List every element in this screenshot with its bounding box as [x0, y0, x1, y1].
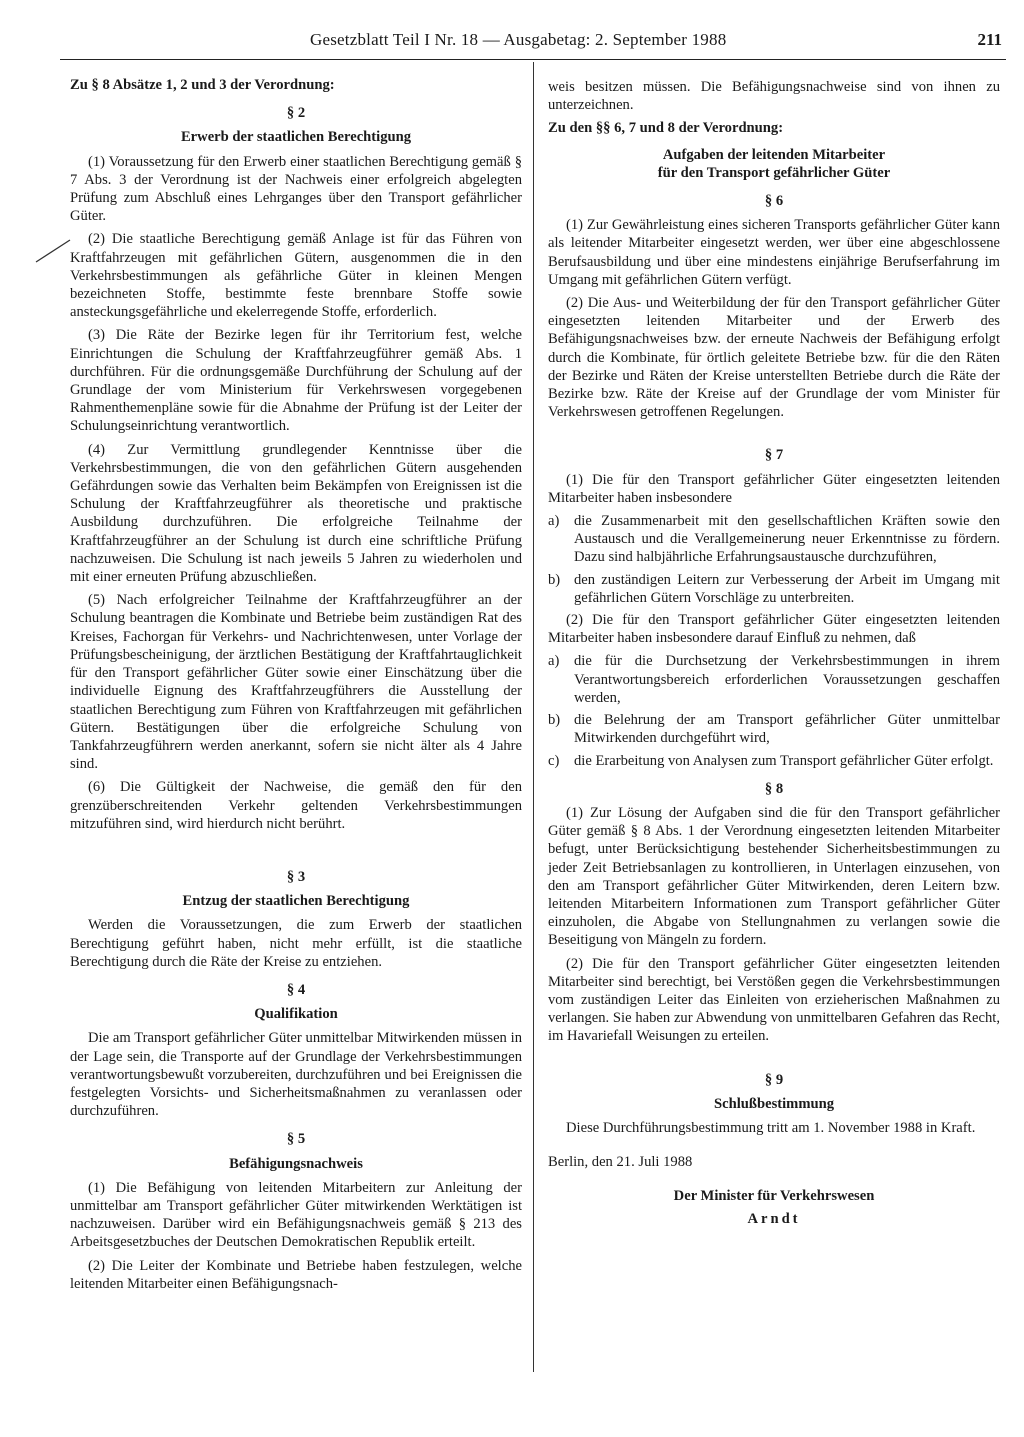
- section-7-number: § 7: [764, 447, 784, 464]
- list-text: den zuständigen Leitern zur Verbesserung der Arbeit im Umgang mit gefährlichen Gütern Vorschläge zu unterbreiten.: [574, 571, 1000, 606]
- section-4-number: § 4: [286, 981, 306, 998]
- list-marker: a): [548, 513, 560, 530]
- signer-title: Der Minister für Verkehrswesen: [673, 1188, 875, 1205]
- section-9-title: Schlußbestimmung: [713, 1095, 835, 1112]
- list-item: [548, 752, 1000, 770]
- list-text: die Belehrung der am Transport gefährlicher Güter unmittelbar Mitwirkenden durchgeführt wird,: [574, 712, 1000, 747]
- section-2-paragraph-2: (2) Die staatliche Berechtigung gemäß Anlage ist für das Führen von Kraftfahrzeugen mit gefährlichen Gütern, ausgenommen die in den Verkehrsbestimmungen als gefährliche Güter in kleinen Mengen bezeichneten Stoffe, bestimmte feste brennbare Stoffe sowie ansteckungsgefährliche und ekelerregende Stoffe, erforderlich.: [70, 231, 522, 321]
- section-9-number: § 9: [764, 1071, 784, 1088]
- block-title-line-1: Aufgaben der leitenden Mitarbeiter: [662, 146, 886, 163]
- section-5-paragraph-1: (1) Die Befähigung von leitenden Mitarbeitern zur Anleitung der unmittelbar am Transport gefährlicher Güter mitwirkenden Werktätigen ist nachzuweisen. Darüber wird ein Befähigungsnachweis gemäß § 213 des Arbeitsgesetzbuches der Deutschen Demokratischen Republik erteilt.: [70, 1179, 522, 1251]
- section-2-paragraph-6: (6) Die Gültigkeit der Nachweise, die gemäß den für den grenzüberschreitenden Verkehr geltenden Verkehrsbestimmungen mitzuführen sind, wird hierdurch nicht berührt.: [70, 779, 522, 832]
- section-2-paragraph-4: (4) Zur Vermittlung grundlegender Kenntnisse über die Verkehrsbestimmungen, die von den gefährlichen Gütern ausgehenden Gefährdungen sowie das Verhalten beim Bekämpfen von Ereignissen ist die Schulung der Kraftfahrzeugführer als theoretische und praktische Ausbildung durchzuführen. Die erfolgreiche Teilnahme der Kraftfahrzeugführer an der Schulung ist durch eine schriftliche Prüfung nachzuweisen. Die Schulung ist nach jeweils 5 Jahren zu wiederholen und mit einer erneuten Prüfung abzuschließen.: [70, 441, 522, 586]
- section-5-number: § 5: [286, 1131, 306, 1148]
- section-8-paragraph-2: (2) Die für den Transport gefährlicher Güter eingesetzten leitenden Mitarbeiter sind berechtigt, bei Verstößen gegen die Verkehrsbestimmungen vom zuständigen Leiter das Einleiten von erzieherischen Maßnahmen zu verlangen. Sie haben zur Abwendung von unmittelbaren Gefahren das Recht, im Havariefall Weisungen zu erteilen.: [548, 955, 1000, 1045]
- section-6-number: § 6: [764, 193, 784, 210]
- list-text: die für die Durchsetzung der Verkehrsbestimmungen in ihrem Verantwortungsbereich erforderlichen Voraussetzungen geschaffen werden,: [574, 653, 1000, 706]
- section-8-number: § 8: [764, 780, 784, 797]
- page-header: [60, 30, 1004, 56]
- list-item: [548, 571, 1000, 607]
- section-6-paragraph-1: (1) Zur Gewährleistung eines sicheren Transports gefährlicher Güter kann als leitender Mitarbeiter eingesetzt werden, wer über eine abgeschlossene Berufsausbildung und über eine mindestens einjährige Berufserfahrung im Umgang mit gefährlichen Gütern verfügt.: [548, 217, 1000, 288]
- section-5-title: Befähigungsnachweis: [229, 1155, 363, 1172]
- section-2-paragraph-3: (3) Die Räte der Bezirke legen für ihr Territorium fest, welche Einrichtungen die Schulung der Kraftfahrzeugführer gemäß Abs. 1 durchführen. Für die ordnungsgemäße Durchführung der Schulung auf der Grundlage der vom Ministerium für Verkehrswesen vorgegebenen Rahmenthemenpläne sowie für die Abnahme der Prüfung ist der Leiter der Schulungseinrichtung verantwortlich.: [70, 327, 522, 435]
- left-column: [70, 72, 522, 1298]
- section-2-number: § 2: [286, 105, 306, 122]
- margin-pen-mark: [34, 236, 74, 264]
- header-rule: [60, 59, 1006, 60]
- section-7-paragraph-1: (1) Die für den Transport gefährlicher Güter eingesetzten leitenden Mitarbeiter haben insbesondere: [548, 471, 1000, 506]
- section-6-paragraph-2: (2) Die Aus- und Weiterbildung der für den Transport gefährlicher Güter eingesetzten leitenden Mitarbeiter und der Erwerb des Befähigungsnachweises bzw. der erneute Nachweis der Befähigung erfolgt durch die Kombinate, für örtlich geleitete Betriebe bzw. für die den Räten der Bezirke und Räten der Kreise unterstellten Betriebe durch die Räte der Bezirke bzw. Räte der Kreise auf der Grundlage der vom Minister für Verkehrswesen getroffenen Regelungen.: [548, 295, 1000, 421]
- section-3-number: § 3: [286, 868, 306, 885]
- section-8-paragraph-1: (1) Zur Lösung der Aufgaben sind die für den Transport gefährlicher Güter gemäß § 8 Abs. 1 der Verordnung eingesetzten leitenden Mitarbeiter befugt, unter Berücksichtigung bestehender Sicherheitsbestimmungen zu jeder Zeit Betriebsanlagen zu kontrollieren, in Unterlagen einzusehen, von den am Transport gefährlicher Güter Mitwirkenden, deren Leitern bzw. leitenden Mitarbeitern Informationen zum Transport gefährlicher Güter einzuholen, die Abgabe von Stellungnahmen zu verlangen sowie die Beseitigung von Mängeln zu fordern.: [548, 804, 1000, 949]
- ref-heading-left: Zu § 8 Absätze 1, 2 und 3 der Verordnung:: [70, 77, 335, 93]
- section-5-paragraph-2: (2) Die Leiter der Kombinate und Betriebe haben festzulegen, welche leitenden Mitarbeiter einen Befähigungsnach-: [70, 1257, 522, 1292]
- section-4-paragraph-1: Die am Transport gefährlicher Güter unmittelbar Mitwirkenden müssen in der Lage sein, die Transporte auf der Grundlage der Verkehrsbestimmungen verantwortungsbewußt vorzubereiten, durchzuführen und bei Ereignissen die festgelegten Vorsichts- und Sicherheitsmaßnahmen zu veranlassen oder durchzuführen.: [70, 1030, 522, 1120]
- signer-name: Arndt: [747, 1210, 801, 1227]
- right-column: [548, 78, 1000, 1228]
- column-divider: [533, 62, 534, 1372]
- list-item: [548, 711, 1000, 747]
- list-marker: b): [548, 571, 561, 588]
- continuation-text: weis besitzen müssen. Die Befähigungsnachweise sind von ihnen zu unterzeichnen.: [548, 79, 1000, 114]
- list-item: [548, 652, 1000, 707]
- section-2-paragraph-1: (1) Voraussetzung für den Erwerb einer staatlichen Berechtigung gemäß § 7 Abs. 3 der Verordnung ist der Nachweis einer erfolgreich abgelegten Prüfung zum Abschluß eines Lehrganges über den Transport gefährlicher Güter.: [70, 153, 522, 225]
- block-title-line-2: für den Transport gefährlicher Güter: [657, 164, 891, 181]
- list-marker: b): [548, 712, 561, 729]
- section-3-title: Entzug der staatlichen Berechtigung: [182, 893, 410, 910]
- list-text: die Zusammenarbeit mit den gesellschaftlichen Kräften sowie den Austausch und die Verallgemeinerung neuer Erkenntnisse zu fördern. Dazu sind halbjährliche Erfahrungsaustausche durchzuführen,: [574, 513, 1000, 566]
- section-7-paragraph-2: (2) Die für den Transport gefährlicher Güter eingesetzten leitenden Mitarbeiter haben insbesondere darauf Einfluß zu nehmen, daß: [548, 612, 1000, 647]
- section-2-title: Erwerb der staatlichen Berechtigung: [180, 129, 412, 146]
- place-and-date: Berlin, den 21. Juli 1988: [548, 1154, 693, 1171]
- section-9-paragraph-1: Diese Durchführungsbestimmung tritt am 1. November 1988 in Kraft.: [566, 1119, 976, 1136]
- list-item: [548, 512, 1000, 567]
- running-header: Gesetzblatt Teil I Nr. 18 — Ausgabetag: 2. September 1988: [310, 30, 727, 49]
- list-marker: a): [548, 653, 560, 670]
- ref-heading-right: Zu den §§ 6, 7 und 8 der Verordnung:: [548, 120, 784, 137]
- section-3-paragraph-1: Werden die Voraussetzungen, die zum Erwerb der staatlichen Berechtigung geführt haben, nicht mehr erfüllt, ist die staatliche Berechtigung durch die Räte der Kreise zu entziehen.: [70, 917, 522, 970]
- page-number: 211: [977, 30, 1002, 49]
- list-marker: c): [548, 752, 560, 769]
- section-2-paragraph-5: (5) Nach erfolgreicher Teilnahme der Kraftfahrzeugführer an der Schulung beantragen die Kombinate und Betriebe beim zuständigen Rat des Kreises, Fachorgan für Verkehrs- und Nachrichtenwesen, unter Vorlage der Prüfungsbescheinigung, der ärztlichen Bestätigung der Kraftfahrtauglichkeit für den Transport gefährlicher Güter sowie einer Einschätzung über die individuelle Eignung des Kraftfahrzeugführers die Ausstellung der staatlichen Berechtigung zum Führen von Kraftfahrzeugen mit gefährlichen Gütern. Bestätigungen über die erfolgreiche Schulung von Tankfahrzeugführern werden anerkannt, sofern sie nicht älter als 4 Jahre sind.: [70, 592, 522, 773]
- list-text: die Erarbeitung von Analysen zum Transport gefährlicher Güter erfolgt.: [574, 752, 994, 769]
- section-4-title: Qualifikation: [254, 1006, 338, 1023]
